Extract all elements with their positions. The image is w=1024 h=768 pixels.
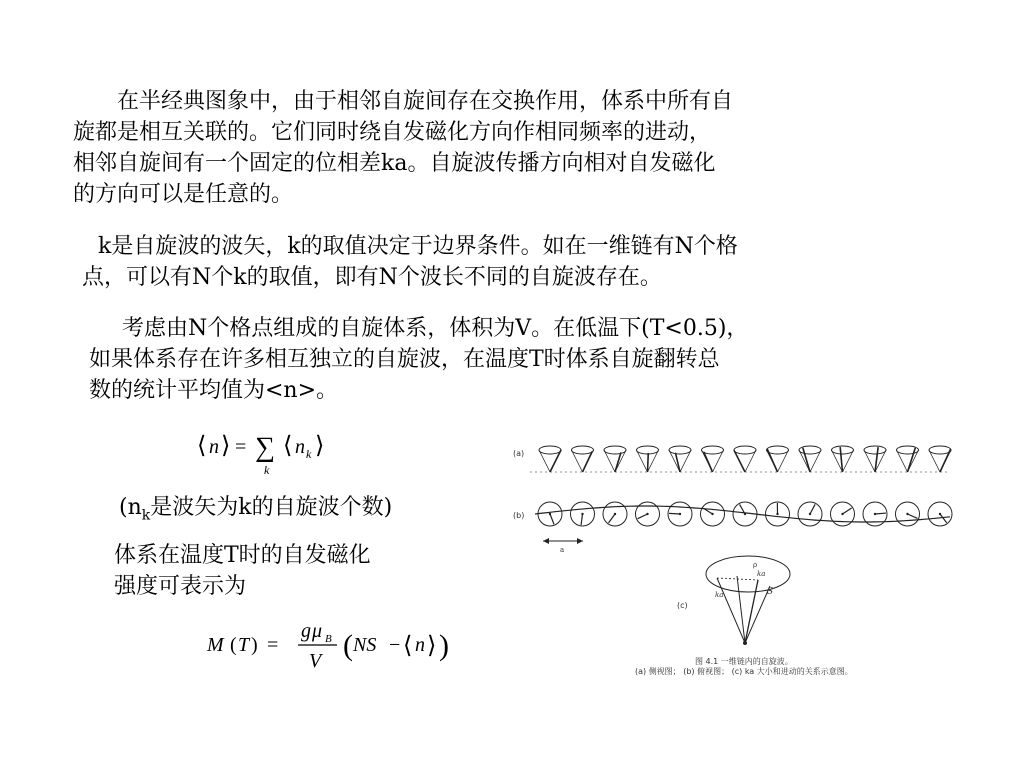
note-nk (119, 492, 392, 523)
top-view-center-dot (809, 513, 811, 515)
precession-diagram (677, 556, 790, 645)
figure-caption-sub: (a) 侧视图； (b) 俯视图； (c) ka 大小和进动的关系示意图。 (635, 667, 853, 676)
left-angle-bracket: ⟨ (197, 433, 207, 459)
equation-magnetization (205, 615, 465, 685)
top-view-center-dot (679, 513, 681, 515)
side-view-spin-arrow (704, 452, 713, 472)
eq1-lhs-symbol: n (209, 436, 219, 458)
left-angle-bracket-2: ⟨ (283, 433, 293, 459)
top-view-center-dot (841, 513, 843, 515)
paragraph-1-line-4: 的方向可以是任意的。 (73, 182, 294, 207)
eq1-rhs-sub: k (306, 447, 312, 461)
eq2-minus: − (389, 634, 401, 656)
top-view-spin-arrow (581, 514, 582, 525)
spin-wave-figure-svg (505, 428, 955, 678)
side-view-spin-arrow (648, 453, 649, 472)
figure-caption-title: 图 4.1 一维链内的自旋波。 (695, 657, 793, 666)
top-view-spin-arrow (875, 513, 886, 514)
precession-label-s: S (767, 587, 774, 597)
eq2-big-open-paren: ( (343, 629, 353, 662)
side-view-cone-rim (767, 446, 789, 454)
equation-average-n-svg (197, 425, 337, 481)
paragraph-1-line-1: 在半经典图象中，由于相邻自旋间存在交换作用，体系中所有自 (117, 89, 734, 114)
top-view-center-dot (646, 513, 648, 515)
side-view-cone-rim (864, 446, 886, 454)
eq2-close-paren: ) (251, 634, 258, 656)
figure-label-c: (c) (677, 601, 688, 610)
paragraph-3-line-1: 考虑由N个格点组成的自旋体系，体积为V。在低温下(T<0.5)， (122, 316, 749, 341)
side-view-cone-rim (929, 446, 951, 454)
side-view-spin-arrow (583, 451, 593, 472)
top-view-center-dot (711, 513, 713, 515)
top-view-spin-arrow (843, 508, 852, 514)
paragraph-1 (73, 86, 733, 210)
top-view-spin-arrow (908, 514, 918, 518)
paragraph-2-line-2: 点，可以有N个k的取值，即有N个波长不同的自旋波存在。 (82, 265, 662, 290)
side-view-cone-rim (637, 446, 659, 454)
eq1-sigma: ∑ (255, 432, 275, 463)
figure-label-a: (a) (513, 449, 525, 458)
side-view-cone-rim (799, 446, 821, 454)
eq2-right-angle: ⟩ (427, 633, 437, 659)
eq2-num-g: g (301, 620, 311, 642)
eq1-rhs-symbol: n (295, 436, 305, 458)
equation-magnetization-svg (205, 615, 465, 685)
right-angle-bracket: ⟩ (221, 433, 231, 459)
top-view-row (535, 502, 952, 526)
top-view-spin-arrow (669, 513, 680, 514)
equation-average-n (197, 425, 337, 481)
eq1-equals: = (235, 436, 247, 458)
note-sub: k (141, 507, 151, 524)
top-view-center-dot (906, 513, 908, 515)
lattice-spacing-label: a (560, 546, 565, 554)
paragraph-4-line-1: 体系在温度T时的自发磁化 (114, 543, 371, 568)
precession-label-ka-top: ka (757, 570, 766, 578)
paragraph-4-line-2: 强度可表示为 (114, 574, 247, 599)
top-view-center-dot (776, 513, 778, 515)
top-view-center-dot (939, 513, 941, 515)
paragraph-2-line-1: k是自旋波的波矢，k的取值决定于边界条件。如在一维链有N个格 (98, 234, 738, 259)
paragraph-1-line-3: 相邻自旋间有一个固定的位相差ka。自旋波传播方向相对自发磁化 (73, 151, 716, 176)
eq2-num-sub: B (325, 633, 332, 645)
eq2-big-close-paren: ) (439, 629, 449, 662)
eq1-sigma-sub: k (264, 463, 270, 477)
paragraph-2 (82, 231, 738, 293)
eq2-term1: NS (353, 634, 377, 656)
side-view-spin-arrow (767, 449, 777, 472)
eq2-arg: T (238, 634, 250, 656)
side-view-spin-arrow (675, 453, 680, 472)
figure-label-b: (b) (513, 511, 525, 520)
top-view-center-dot (581, 513, 583, 515)
top-view-center-dot (614, 513, 616, 515)
side-view-cone-rim (669, 446, 691, 454)
eq2-n: n (415, 634, 425, 656)
side-view-cone-rim (539, 446, 561, 454)
eq2-equals: = (267, 634, 279, 656)
top-view-center-dot (549, 513, 551, 515)
top-view-spin-arrow (810, 504, 815, 514)
note-suffix: 是波矢为k的自旋波个数) (150, 495, 393, 520)
eq2-num-mu: μ (312, 620, 323, 642)
side-view-cone-rim (832, 446, 854, 454)
top-view-spin-arrow (609, 514, 615, 523)
eq2-den: V (309, 650, 322, 672)
top-view-center-dot (874, 513, 876, 515)
paragraph-3-line-3: 数的统计平均值为<n>。 (89, 378, 339, 403)
side-view-spin-arrow (940, 449, 951, 472)
top-view-spin-arrow (550, 514, 554, 524)
spin-wave-figure (505, 428, 955, 678)
note-prefix: (n (119, 495, 142, 520)
side-view-cone-rim (572, 446, 594, 454)
side-view-cone-rim (734, 446, 756, 454)
top-view-spin-arrow (638, 514, 648, 519)
eq2-lhs: M (207, 634, 224, 656)
precession-label-ka-left: ka (715, 591, 724, 599)
eq2-open-paren: ( (230, 634, 237, 656)
side-view-spin-arrow (908, 448, 916, 472)
paragraph-1-line-2: 旋都是相互关联的。它们同时绕自发磁化方向作相同频率的进动， (73, 120, 712, 145)
paragraph-4 (114, 540, 371, 602)
paragraph-3 (89, 313, 748, 406)
right-angle-bracket-2: ⟩ (315, 433, 325, 459)
precession-label-p: ρ (753, 561, 758, 569)
side-view-row (530, 446, 951, 472)
paragraph-3-line-2: 如果体系存在许多相互独立的自旋波，在温度T时体系自旋翻转总 (89, 347, 720, 372)
lattice-spacing-marker (543, 538, 583, 554)
side-view-cone-rim (604, 446, 626, 454)
top-view-spin-arrow (940, 514, 947, 523)
eq2-left-angle: ⟨ (403, 633, 413, 659)
